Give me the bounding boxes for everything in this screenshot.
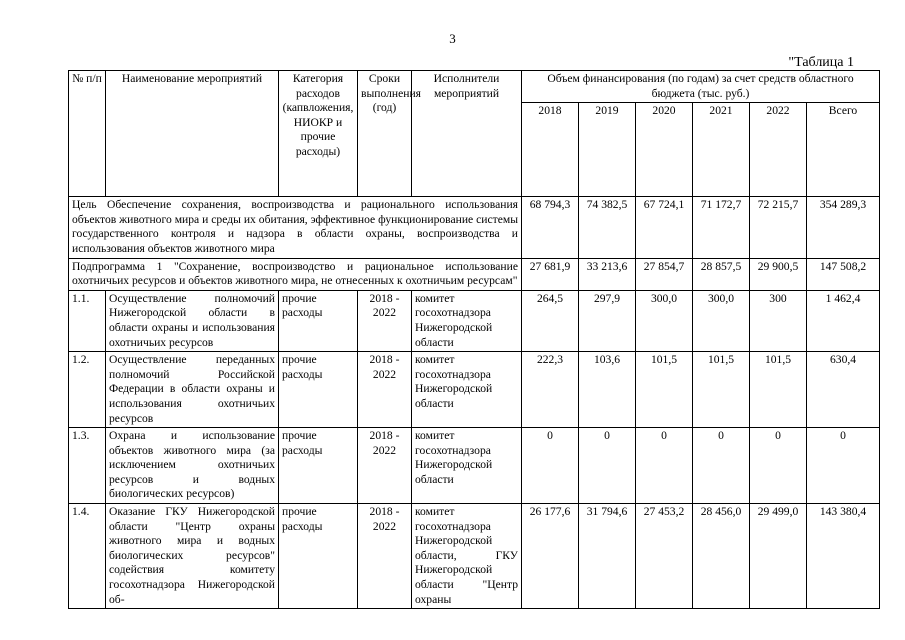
subprogram-value-2022: 29 900,5 — [750, 258, 807, 290]
row-value-2020: 300,0 — [636, 290, 693, 351]
row-value-total: 630,4 — [807, 352, 880, 428]
row-value-2022: 300 — [750, 290, 807, 351]
subprogram-value-2021: 28 857,5 — [693, 258, 750, 290]
header-total: Всего — [807, 103, 880, 197]
row-category: прочие расходы — [279, 352, 358, 428]
row-num: 1.4. — [69, 504, 106, 609]
subprogram-value-total: 147 508,2 — [807, 258, 880, 290]
row-value-2018: 222,3 — [522, 352, 579, 428]
row-name: Осуществление переданных полномочий Российской Федерации в области охраны и использования охотничьих ресурсов — [106, 352, 279, 428]
header-year-2019: 2019 — [579, 103, 636, 197]
header-year-2022: 2022 — [750, 103, 807, 197]
row-name: Оказание ГКУ Нижегородской области "Центр охраны животного мира и водных биологических ресурсов" содействия комитету госохотнадзора Нижегородской об- — [106, 504, 279, 609]
row-value-2022: 29 499,0 — [750, 504, 807, 609]
row-value-2022: 0 — [750, 428, 807, 504]
header-year-2021: 2021 — [693, 103, 750, 197]
row-terms: 2018 - 2022 — [358, 352, 412, 428]
subprogram-value-2020: 27 854,7 — [636, 258, 693, 290]
row-value-2020: 27 453,2 — [636, 504, 693, 609]
subprogram-text: Подпрограмма 1 "Сохранение, воспроизводство и рациональное использование охотничьих ресурсов и объектов животного мира, не отнесенных к охотничьим ресурсам" — [69, 258, 522, 290]
row-num: 1.2. — [69, 352, 106, 428]
table-row — [69, 504, 880, 609]
table-row — [69, 352, 880, 428]
row-value-2021: 300,0 — [693, 290, 750, 351]
row-value-total: 143 380,4 — [807, 504, 880, 609]
row-value-2020: 101,5 — [636, 352, 693, 428]
row-value-2018: 0 — [522, 428, 579, 504]
row-value-total: 0 — [807, 428, 880, 504]
row-name: Осуществление полномочий Нижегородской области в области охраны и использования охотничьих ресурсов — [106, 290, 279, 351]
row-value-2021: 0 — [693, 428, 750, 504]
goal-value-2020: 67 724,1 — [636, 197, 693, 258]
row-executor: комитет госохотнадзора Нижегородской области — [412, 428, 522, 504]
financing-table — [68, 70, 880, 609]
header-category: Категория расходов (капвложения, НИОКР и прочие расходы) — [279, 71, 358, 197]
row-executor: комитет госохотнадзора Нижегородской области, ГКУ Нижегородской области "Центр охраны — [412, 504, 522, 609]
row-value-2019: 0 — [579, 428, 636, 504]
header-executors: Исполнители мероприятий — [412, 71, 522, 197]
row-value-2019: 103,6 — [579, 352, 636, 428]
row-value-2019: 297,9 — [579, 290, 636, 351]
goal-value-total: 354 289,3 — [807, 197, 880, 258]
goal-value-2022: 72 215,7 — [750, 197, 807, 258]
row-num: 1.1. — [69, 290, 106, 351]
row-value-2021: 101,5 — [693, 352, 750, 428]
row-value-2018: 264,5 — [522, 290, 579, 351]
table-row — [69, 428, 880, 504]
subprogram-value-2019: 33 213,6 — [579, 258, 636, 290]
row-value-2019: 31 794,6 — [579, 504, 636, 609]
row-terms: 2018 - 2022 — [358, 504, 412, 609]
page-number: 3 — [449, 31, 456, 46]
header-financing: Объем финансирования (по годам) за счет средств областного бюджета (тыс. руб.) — [522, 71, 880, 103]
table-label: "Таблица 1 — [788, 55, 854, 70]
goal-value-2021: 71 172,7 — [693, 197, 750, 258]
row-value-2021: 28 456,0 — [693, 504, 750, 609]
header-row-1 — [69, 71, 880, 103]
row-value-2018: 26 177,6 — [522, 504, 579, 609]
subprogram-row — [69, 258, 880, 290]
subprogram-value-2018: 27 681,9 — [522, 258, 579, 290]
goal-value-2018: 68 794,3 — [522, 197, 579, 258]
row-terms: 2018 - 2022 — [358, 428, 412, 504]
row-category: прочие расходы — [279, 504, 358, 609]
table-row — [69, 290, 880, 351]
header-year-2018: 2018 — [522, 103, 579, 197]
row-executor: комитет госохотнадзора Нижегородской области — [412, 290, 522, 351]
row-executor: комитет госохотнадзора Нижегородской области — [412, 352, 522, 428]
row-category: прочие расходы — [279, 290, 358, 351]
header-num: № п/п — [69, 71, 106, 197]
row-terms: 2018 - 2022 — [358, 290, 412, 351]
goal-row — [69, 197, 880, 258]
row-category: прочие расходы — [279, 428, 358, 504]
row-value-2020: 0 — [636, 428, 693, 504]
row-value-total: 1 462,4 — [807, 290, 880, 351]
goal-text: Цель Обеспечение сохранения, воспроизводства и рационального использования объектов животного мира и среды их обитания, эффективное функционирование системы государственного контроля и надзора в области охраны, воспроизводства и использования объектов животного мира — [69, 197, 522, 258]
row-value-2022: 101,5 — [750, 352, 807, 428]
header-name: Наименование мероприятий — [106, 71, 279, 197]
row-name: Охрана и использование объектов животного мира (за исключением охотничьих ресурсов и водных биологических ресурсов) — [106, 428, 279, 504]
header-year-2020: 2020 — [636, 103, 693, 197]
header-terms: Сроки выполнения (год) — [358, 71, 412, 197]
goal-value-2019: 74 382,5 — [579, 197, 636, 258]
row-num: 1.3. — [69, 428, 106, 504]
